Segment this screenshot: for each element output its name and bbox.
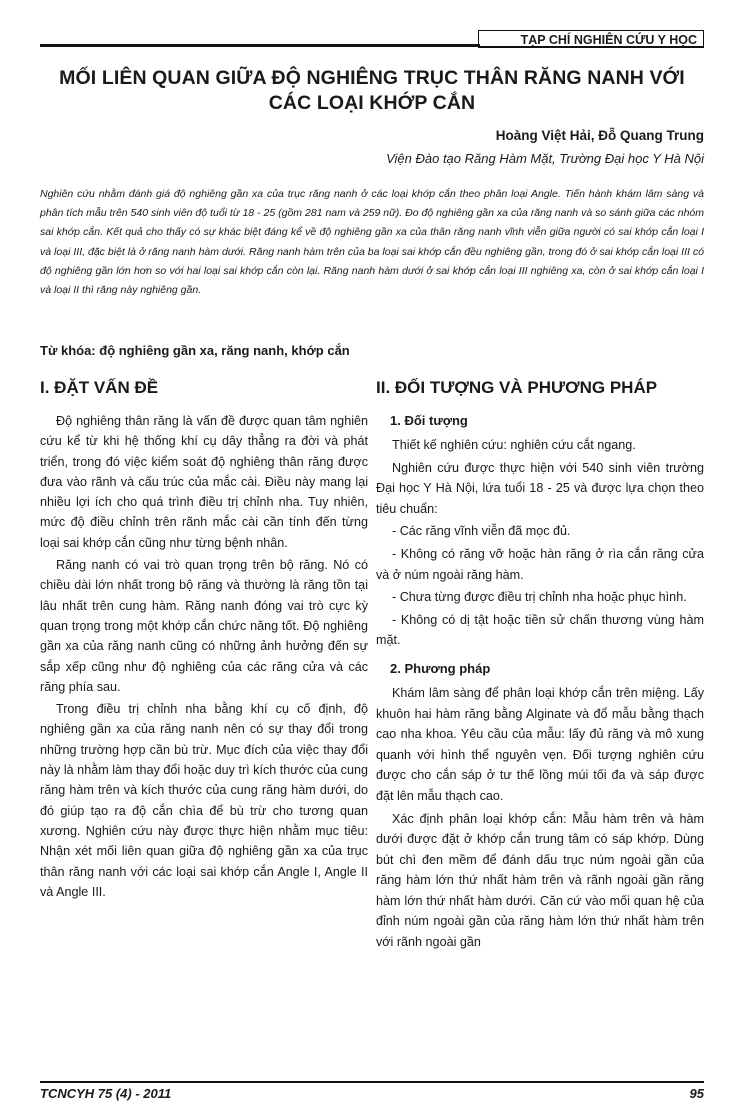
body-paragraph: Nghiên cứu được thực hiện với 540 sinh viên trường Đại học Y Hà Nội, lứa tuổi 18 - 25 và được lựa chọn theo tiêu chuẩn: — [376, 460, 704, 516]
footer-rule — [40, 1081, 704, 1083]
article-affiliation: Viện Đào tạo Răng Hàm Mặt, Trường Đại học Y Hà Nội — [386, 151, 704, 166]
subsection-heading-subjects: 1. Đối tượng — [390, 413, 468, 428]
journal-name: TẠP CHÍ NGHIÊN CỨU Y HỌC — [478, 30, 704, 48]
page-number: 95 — [689, 1086, 704, 1101]
body-paragraph: Thiết kế nghiên cứu: nghiên cứu cắt ngang. — [392, 438, 636, 452]
left-column — [40, 377, 368, 904]
article-abstract: Nghiên cứu nhằm đánh giá độ nghiêng gần xa của trục răng nanh ở các loại khớp cắn theo phân loại Angle. Tiến hành khám lâm sàng và phân tích mẫu trên 540 sinh viên độ tuổi từ 18 - 25 (gồm 281 nam và 259 nữ). Đo độ nghiêng gần xa của răng nanh và so sánh giữa các nhóm sai khớp cắn. Kết quả cho thấy có sự khác biệt đáng kể về độ nghiêng gần xa của thân răng nanh vĩnh viễn giữa người có sai khớp cắn loại I và loại III, đặc biệt là ở răng nanh hàm dưới. Răng nanh hàm trên của ba loại sai khớp cắn đều nghiêng gần, trong đó ở sai khớp cắn loại III có độ nghiêng gần lớn hơn so với hai loại sai khớp cắn còn lại. Răng nanh hàm dưới ở sai khớp cắn loại III nghiêng xa, còn ở sai khớp cắn loại I và loại II thì răng này nghiêng gần. — [40, 188, 704, 297]
right-column — [376, 377, 704, 955]
criteria-item: - Không có răng vỡ hoặc hàn răng ở rìa cắn răng cửa và ở núm ngoài răng hàm. — [376, 546, 704, 582]
subsection-heading-methods: 2. Phương pháp — [390, 660, 491, 676]
body-paragraph: Độ nghiêng thân răng là vấn đề được quan tâm nghiên cứu kể từ khi hệ thống khí cụ dây thẳng ra đời và phát triển, trong đó việc kiểm soát độ nghiêng thân răng được đưa vào rãnh và cấu trúc của mắc cài. Điều này mang lại nhiều lợi ích cho quá trình điều trị chỉnh nha. Tuy nhiên, mức độ điều chỉnh trên rãnh mắc cài cần tính đến từng loại sai khớp cắn cũng như từng bệnh nhân. — [40, 414, 368, 550]
body-paragraph: Khám lâm sàng để phân loại khớp cắn trên miệng. Lấy khuôn hai hàm răng bằng Alginate và đổ mẫu bằng thạch cao nha khoa. Yêu cầu của mẫu: lấy đủ răng và mô xung quanh với hình thể nguyên vẹn. Đối tượng nghiên cứu được cho cắn sáp ở tư thế lồng múi tối đa và sáp được đặt lên mẫu thạch cao. — [376, 685, 704, 803]
journal-citation: TCNCYH 75 (4) - 2011 — [40, 1086, 172, 1101]
article-authors: Hoàng Việt Hải, Đỗ Quang Trung — [495, 128, 704, 143]
criteria-item: - Không có dị tật hoặc tiền sử chấn thương vùng hàm mặt. — [376, 612, 704, 648]
body-paragraph: Trong điều trị chỉnh nha bằng khí cụ cố định, độ nghiêng gần xa của răng nanh nên có sự thay đổi trong những trường hợp cần bù trừ. Mục đích của việc thay đổi này là nhằm làm thay đổi hoặc duy trì kích thước của cung răng hàm trên và kích thước của cung răng hàm dưới, do đó giúp tạo ra độ cắn chìa để bù trừ cho tương quan xương. Nghiên cứu này được thực hiện nhằm mục tiêu: Nhận xét mối liên quan giữa độ nghiêng gần xa của trục thân răng nanh với các loại sai khớp cắn Angle I, Angle II và Angle III. — [40, 702, 368, 899]
section-heading-methods: II. ĐỐI TƯỢNG VÀ PHƯƠNG PHÁP — [376, 378, 658, 397]
body-paragraph: Xác định phân loại khớp cắn: Mẫu hàm trên và hàm dưới được đặt ở khớp cắn trung tâm có sáp khớp. Dùng bút chì đen mềm để đánh dấu trục núm ngoài gần của răng hàm lớn thứ nhất hàm trên và rãnh ngoài gần răng hàm lớn thứ nhất hàm dưới. Căn cứ vào mối quan hệ của đỉnh núm ngoài gần của răng hàm lớn thứ nhất hàm trên với rãnh ngoài gần — [376, 811, 704, 950]
header-rule — [40, 44, 480, 47]
article-keywords: Từ khóa: độ nghiêng gần xa, răng nanh, khớp cắn — [40, 343, 350, 358]
body-paragraph: Răng nanh có vai trò quan trọng trên bộ răng. Nó có chiều dài lớn nhất trong bộ răng và thường là răng tồn tại lâu nhất trên cung hàm. Răng nanh đóng vai trò cực kỳ quan trọng trong một khớp cắn chức năng tốt. Độ nghiêng gần xa của răng nanh cũng có những ảnh hưởng đến sự sắp xếp cũng như độ nghiêng của các răng cửa và các răng phía sau. — [40, 558, 368, 694]
section-heading-introduction: I. ĐẶT VẤN ĐỀ — [40, 378, 159, 397]
article-title: MỐI LIÊN QUAN GIỮA ĐỘ NGHIÊNG TRỤC THÂN RĂNG NANH VỚI CÁC LOẠI KHỚP CẮN — [59, 67, 685, 114]
criteria-item: - Chưa từng được điều trị chỉnh nha hoặc phục hình. — [392, 590, 687, 605]
criteria-item: - Các răng vĩnh viễn đã mọc đủ. — [392, 524, 571, 539]
